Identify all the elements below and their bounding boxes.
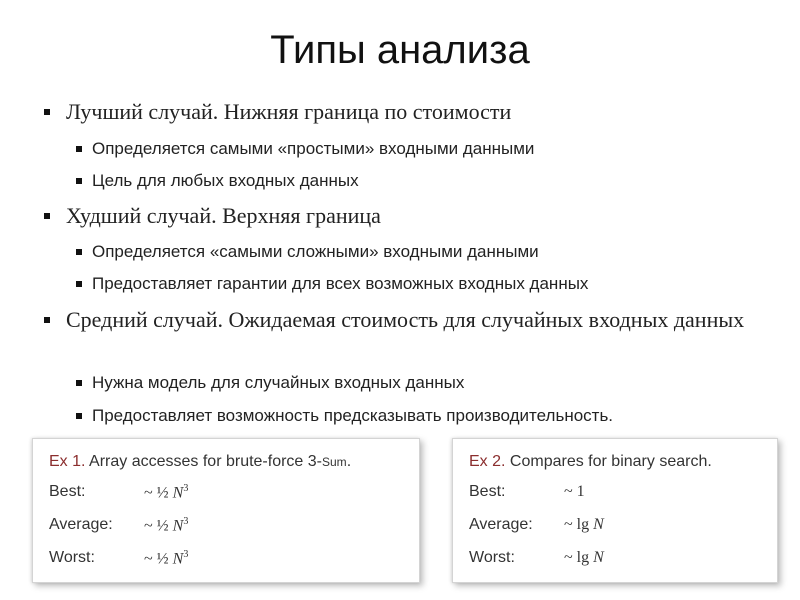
sub-bullet: Предоставляет гарантии для всех возможных входных данных: [74, 273, 782, 295]
bullet-marker: [76, 380, 82, 386]
example-box-1: [32, 438, 420, 583]
example-value: ~ lg N: [564, 549, 604, 566]
example-value: ~ 1: [564, 483, 585, 500]
example-row-best: Best: ~ ½ $N^3$: [49, 483, 189, 502]
sub-bullet: Определяется «самыми сложными» входными данными: [74, 241, 782, 263]
example-value: ~ ½ $N^3$: [144, 516, 189, 535]
slide-title: Типы анализа: [270, 28, 530, 72]
example-row-best: Best: ~ 1: [469, 483, 585, 500]
example-row-worst: Worst: ~ lg N: [469, 549, 604, 566]
sub-bullet: Предоставляет возможность предсказывать производительность.: [74, 405, 782, 427]
example-row-worst: Worst: ~ ½ $N^3$: [49, 549, 189, 568]
bullet-marker: [76, 281, 82, 287]
bullet-marker: [76, 249, 82, 255]
bullet-marker: [76, 178, 82, 184]
bullet-best-case: Лучший случай. Нижняя граница по стоимости: [40, 98, 786, 126]
example-row-average: Average: ~ lg N: [469, 516, 604, 533]
example-value: ~ ½ $N^3$: [144, 549, 189, 568]
bullet-average-case: Средний случай. Ожидаемая стоимость для случайных входных данных: [40, 306, 786, 334]
example-title: Ex 1. Array accesses for brute-force 3-Sum.: [49, 453, 352, 470]
bullet-marker: [76, 413, 82, 419]
example-row-average: Average: ~ ½ $N^3$: [49, 516, 189, 535]
bullet-marker: [44, 109, 50, 115]
sub-bullet: Определяется самыми «простыми» входными данными: [74, 138, 782, 160]
bullet-worst-case: Худший случай. Верхняя граница: [40, 202, 786, 230]
bullet-marker: [44, 213, 50, 219]
sub-bullet: Нужна модель для случайных входных данных: [74, 372, 782, 394]
bullet-marker: [76, 146, 82, 152]
example-box-2: [452, 438, 778, 583]
example-title: Ex 2. Compares for binary search.: [469, 453, 712, 470]
bullet-marker: [44, 317, 50, 323]
example-value: ~ lg N: [564, 516, 604, 533]
example-value: ~ ½ $N^3$: [144, 483, 189, 502]
sub-bullet: Цель для любых входных данных: [74, 170, 782, 192]
